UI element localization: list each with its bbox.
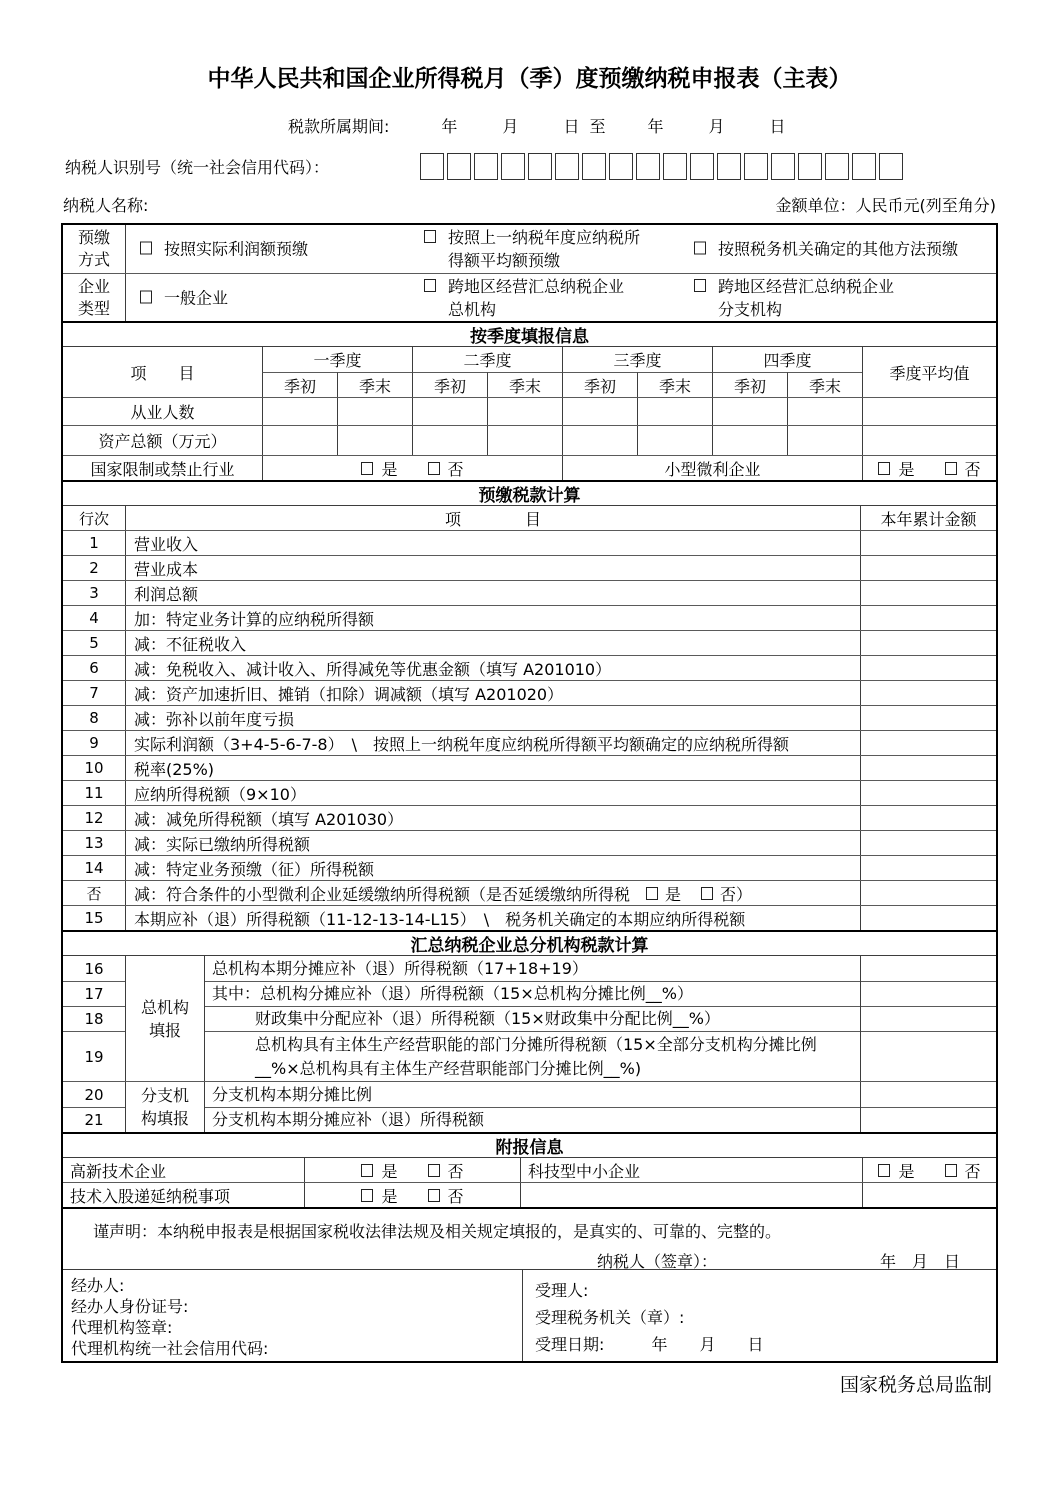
taxid-box[interactable] xyxy=(771,153,795,180)
item-col-header: 项 目 xyxy=(130,363,195,383)
table-row xyxy=(63,730,996,755)
agency-code-label: 代理机构统一社会信用代码: xyxy=(71,1339,269,1358)
line-no: 11 xyxy=(63,781,126,805)
line-no: 5 xyxy=(63,631,126,655)
taxid-box[interactable] xyxy=(744,153,768,180)
defer-yes-checkbox[interactable] xyxy=(646,887,658,900)
line-no: 14 xyxy=(63,856,126,880)
sub-header-end: 季末 xyxy=(637,372,712,397)
calc-header-row xyxy=(63,505,996,530)
agent-label: 经办人: xyxy=(71,1276,125,1295)
table-row xyxy=(63,605,996,630)
table-row xyxy=(63,805,996,830)
tech-shares-row xyxy=(63,1182,996,1207)
amount-cell[interactable] xyxy=(861,1031,996,1081)
section-title-quarterly: 按季度填报信息 xyxy=(63,321,996,346)
period-unit-day1: 日 xyxy=(563,117,580,136)
table-row xyxy=(63,680,996,705)
item-label: 加：特定业务计算的应纳税所得额 xyxy=(126,606,861,630)
item-label: 营业收入 xyxy=(126,531,861,555)
amount-cell[interactable] xyxy=(861,981,996,1006)
acceptor-label: 受理人: xyxy=(535,1281,589,1300)
hq-line-numbers xyxy=(63,956,126,1081)
hq-block xyxy=(63,955,996,1081)
taxid-box[interactable] xyxy=(879,153,903,180)
agency-seal-label: 代理机构签章: xyxy=(71,1318,173,1337)
quarter-header-q1: 一季度 xyxy=(262,347,412,372)
amount-cell[interactable] xyxy=(861,1107,996,1132)
item-label: 减：免税收入、减计收入、所得减免等优惠金额（填写 A201010） xyxy=(126,656,861,680)
item-label: 税率(25%) xyxy=(126,756,861,780)
line-no: 20 xyxy=(84,1085,104,1104)
quarterly-data-cell[interactable] xyxy=(337,426,412,455)
item-label: 应纳所得税额（9×10） xyxy=(126,781,861,805)
line-no: 1 xyxy=(63,531,126,555)
amount-cell[interactable] xyxy=(861,1006,996,1031)
enterprise-type-row xyxy=(63,273,996,321)
sub-header-begin: 季初 xyxy=(262,372,337,397)
no-label: 否 xyxy=(964,1161,981,1181)
taxpayer-name-label: 纳税人名称: xyxy=(63,196,149,215)
amount-cell[interactable] xyxy=(861,756,996,780)
declaration-date: 年 月 日 xyxy=(879,1252,960,1271)
agent-id-label: 经办人身份证号: xyxy=(71,1297,189,1316)
line-no: 7 xyxy=(63,681,126,705)
quarterly-data-cell[interactable] xyxy=(637,426,712,455)
amount-cell[interactable] xyxy=(861,681,996,705)
small-micro-yesno xyxy=(862,456,996,480)
taxid-label: 纳税人识别号（统一社会信用代码）： xyxy=(65,157,330,177)
line-no: 8 xyxy=(63,706,126,730)
line-no: 19 xyxy=(63,1031,125,1081)
restricted-yesno xyxy=(262,456,562,480)
amount-cell[interactable] xyxy=(861,581,996,605)
section-title-additional: 附报信息 xyxy=(63,1132,996,1157)
prepay-option-label: 按照实际利润额预缴 xyxy=(164,239,309,259)
l15-text: 减：符合条件的小型微利企业延缓缴纳所得税额（是否延缓缴纳所得税 xyxy=(134,884,631,904)
accept-date-label: 受理日期: xyxy=(535,1335,605,1354)
line-no: 10 xyxy=(63,756,126,780)
employees-row-label: 从业人数 xyxy=(130,403,195,422)
no-checkbox[interactable] xyxy=(428,1189,440,1202)
taxid-box[interactable] xyxy=(717,153,741,180)
quarterly-data-cell[interactable] xyxy=(412,398,487,425)
item-label: 减：不征税收入 xyxy=(126,631,861,655)
no-label: 否 xyxy=(447,1186,464,1206)
accepting-authority-label: 受理税务机关（章）: xyxy=(535,1308,685,1327)
etype-checkbox[interactable] xyxy=(424,279,436,292)
quarterly-data-cell[interactable] xyxy=(787,398,862,425)
table-row xyxy=(63,830,996,855)
yes-label: 是 xyxy=(381,459,398,479)
yes-label: 是 xyxy=(381,1186,398,1206)
item-label: 财政集中分配应补（退）所得税额（15×财政集中分配比例__%） xyxy=(205,1006,860,1031)
enterprise-type-row-label: 企业类型 xyxy=(63,274,126,321)
signer-label: 纳税人（签章）： xyxy=(597,1252,718,1271)
quarterly-data-cell[interactable] xyxy=(487,426,562,455)
taxid-box[interactable] xyxy=(798,153,822,180)
taxid-box[interactable] xyxy=(852,153,876,180)
prepay-option-actual-profit[interactable] xyxy=(140,238,308,261)
yes-checkbox[interactable] xyxy=(361,1164,373,1177)
line-no: 21 xyxy=(63,1107,125,1132)
sub-header-end: 季末 xyxy=(337,372,412,397)
taxid-box[interactable] xyxy=(825,153,849,180)
employees-row xyxy=(63,397,996,425)
branch-amounts xyxy=(861,1082,996,1132)
tech-shares-label: 技术入股递延纳税事项 xyxy=(70,1186,231,1206)
branch-descriptions xyxy=(205,1082,861,1132)
quarter-header-q2: 二季度 xyxy=(412,347,562,372)
taxid-box[interactable] xyxy=(636,153,660,180)
amount-cell[interactable] xyxy=(861,1082,996,1107)
table-row-l15 xyxy=(63,880,996,905)
taxid-box[interactable] xyxy=(555,153,579,180)
form-frame xyxy=(61,223,998,1363)
etype-checkbox[interactable] xyxy=(694,279,706,292)
prepay-checkbox[interactable] xyxy=(140,242,152,255)
table-row xyxy=(63,855,996,880)
defer-no-checkbox[interactable] xyxy=(701,887,713,900)
table-row xyxy=(63,905,996,930)
yes-checkbox[interactable] xyxy=(361,462,373,475)
table-row xyxy=(63,555,996,580)
period-line xyxy=(61,114,998,136)
empty-cell xyxy=(862,1183,996,1207)
table-row xyxy=(63,630,996,655)
period-unit-day2: 日 xyxy=(769,117,786,136)
etype-option-general[interactable] xyxy=(140,286,228,309)
sub-header-begin: 季初 xyxy=(562,372,637,397)
line-no: 2 xyxy=(63,556,126,580)
tech-shares-yesno xyxy=(304,1183,520,1207)
etype-checkbox[interactable] xyxy=(140,290,152,303)
etype-option-hq[interactable] xyxy=(424,275,628,321)
branch-line-numbers xyxy=(63,1082,126,1132)
taxid-box[interactable] xyxy=(528,153,552,180)
item-label: 减：弥补以前年度亏损 xyxy=(126,706,861,730)
name-line xyxy=(61,193,998,215)
item-label: 营业成本 xyxy=(126,556,861,580)
amount-cell[interactable] xyxy=(861,956,996,981)
etype-options xyxy=(126,274,996,321)
table-row xyxy=(63,780,996,805)
acceptor-cell xyxy=(523,1270,996,1361)
small-micro-label: 小型微利企业 xyxy=(562,456,862,480)
item-label: 总机构具有主体生产经营职能的部门分摊所得税额（15×全部分支机构分摊比例__%×总机构具有主体生产经营职能部门分摊比例__%) xyxy=(205,1031,860,1081)
line-no: 16 xyxy=(84,959,104,978)
period-unit-month1: 月 xyxy=(502,117,519,136)
item-label: 其中：总机构分摊应补（退）所得税额（15×总机构分摊比例__%） xyxy=(205,981,860,1006)
branch-group-label: 分支机构填报 xyxy=(126,1082,205,1132)
prepay-method-row-label: 预缴方式 xyxy=(63,225,126,273)
amount-cell[interactable] xyxy=(861,856,996,880)
quarterly-data-cell[interactable] xyxy=(262,398,337,425)
taxid-box[interactable] xyxy=(447,153,471,180)
quarterly-avg-cell[interactable] xyxy=(862,426,996,455)
quarterly-data-cell[interactable] xyxy=(412,426,487,455)
amount-cell[interactable] xyxy=(861,881,996,905)
yes-label: 是 xyxy=(898,1161,915,1181)
hq-amounts xyxy=(861,956,996,1081)
sub-header-begin: 季初 xyxy=(712,372,787,397)
amount-cell[interactable] xyxy=(861,731,996,755)
quarterly-data-cell[interactable] xyxy=(712,398,787,425)
item-col-header: 项 目 xyxy=(126,506,861,530)
quarterly-data-cell[interactable] xyxy=(487,398,562,425)
taxid-box[interactable] xyxy=(582,153,606,180)
item-label xyxy=(126,881,861,905)
prepay-checkbox[interactable] xyxy=(694,242,706,255)
item-label: 减：特定业务预缴（征）所得税额 xyxy=(126,856,861,880)
scitech-label: 科技型中小企业 xyxy=(520,1158,862,1182)
restricted-industry-row xyxy=(63,455,996,480)
line-no: 15 xyxy=(63,906,126,930)
amount-col-header: 本年累计金额 xyxy=(880,509,977,529)
taxid-boxes xyxy=(420,153,903,180)
no-checkbox[interactable] xyxy=(945,462,957,475)
sub-header-end: 季末 xyxy=(487,372,562,397)
item-label: 分支机构本期分摊应补（退）所得税额 xyxy=(205,1107,860,1132)
taxid-box[interactable] xyxy=(420,153,444,180)
quarterly-avg-cell[interactable] xyxy=(862,398,996,425)
form-title: 中华人民共和国企业所得税月（季）度预缴纳税申报表（主表） xyxy=(207,66,852,92)
prepay-option-label: 按照税务机关确定的其他方法预缴 xyxy=(718,239,959,259)
hq-group-label: 总机构填报 xyxy=(126,956,205,1081)
quarter-header-q3: 三季度 xyxy=(562,347,712,372)
amount-cell[interactable] xyxy=(861,906,996,930)
line-no: 4 xyxy=(63,606,126,630)
line-no: 3 xyxy=(63,581,126,605)
period-unit-year1: 年 xyxy=(441,117,458,136)
line-no: 12 xyxy=(63,806,126,830)
no-label: 否 xyxy=(447,1161,464,1181)
restricted-label: 国家限制或禁止行业 xyxy=(90,459,235,479)
prepay-checkbox[interactable] xyxy=(424,230,436,243)
hitech-label: 高新技术企业 xyxy=(70,1161,167,1181)
branch-block xyxy=(63,1081,996,1132)
quarterly-data-cell[interactable] xyxy=(712,426,787,455)
l15-text-close: ） xyxy=(736,884,753,904)
sub-header-begin: 季初 xyxy=(412,372,487,397)
quarterly-header xyxy=(63,346,996,397)
assets-row xyxy=(63,425,996,455)
table-row xyxy=(63,755,996,780)
item-label: 利润总额 xyxy=(126,581,861,605)
quarterly-data-cell[interactable] xyxy=(637,398,712,425)
taxid-box[interactable] xyxy=(690,153,714,180)
no-checkbox[interactable] xyxy=(945,1164,957,1177)
amount-cell[interactable] xyxy=(861,806,996,830)
amount-cell[interactable] xyxy=(861,656,996,680)
footer-note: 国家税务总局监制 xyxy=(839,1374,992,1396)
etype-option-label: 跨地区经营汇总纳税企业总机构 xyxy=(448,276,625,319)
prepay-option-label: 按照上一纳税年度应纳税所得额平均额预缴 xyxy=(448,228,641,270)
taxid-line xyxy=(61,152,998,180)
line-no: 否 xyxy=(63,881,126,905)
quarterly-data-cell[interactable] xyxy=(562,398,637,425)
prepay-option-prev-year-avg[interactable] xyxy=(424,226,643,272)
amount-cell[interactable] xyxy=(861,556,996,580)
amount-unit-label: 金额单位：人民币元(列至角分) xyxy=(775,196,996,215)
period-label: 税款所属期间: xyxy=(288,117,390,136)
item-label: 减：减免所得税额（填写 A201030） xyxy=(126,806,861,830)
quarterly-data-cell[interactable] xyxy=(562,426,637,455)
etype-option-label: 一般企业 xyxy=(164,288,229,307)
amount-cell[interactable] xyxy=(861,606,996,630)
declaration-text: 谨声明：本纳税申报表是根据国家税收法律法规及相关规定填报的，是真实的、可靠的、完整的。 xyxy=(93,1222,782,1241)
section-title-calc: 预缴税款计算 xyxy=(63,480,996,505)
item-label: 减：实际已缴纳所得税额 xyxy=(126,831,861,855)
item-label: 实际利润额（3+4-5-6-7-8） \ 按照上一纳税年度应纳税所得额平均额确定的应纳税所得额 xyxy=(126,731,861,755)
etype-option-label: 跨地区经营汇总纳税企业分支机构 xyxy=(718,276,895,319)
table-row xyxy=(63,655,996,680)
table-row xyxy=(63,705,996,730)
scitech-yesno xyxy=(862,1158,996,1182)
hitech-yesno xyxy=(304,1158,520,1182)
line-no: 9 xyxy=(63,731,126,755)
accept-date-line xyxy=(535,1331,996,1358)
no-label: 否 xyxy=(447,459,464,479)
handling-block xyxy=(63,1269,996,1361)
taxid-box[interactable] xyxy=(501,153,525,180)
table-row xyxy=(63,580,996,605)
yes-label: 是 xyxy=(665,884,682,904)
section-title-group-calc: 汇总纳税企业总分机构税款计算 xyxy=(63,930,996,955)
accept-date-units: 年 月 日 xyxy=(651,1335,764,1354)
prepay-option-other-method[interactable] xyxy=(694,238,988,261)
yes-checkbox[interactable] xyxy=(878,1164,890,1177)
amount-cell[interactable] xyxy=(861,831,996,855)
taxid-box[interactable] xyxy=(609,153,633,180)
line-no-header: 行次 xyxy=(63,506,126,530)
period-unit-year2: 年 xyxy=(647,117,664,136)
avg-col-header: 季度平均值 xyxy=(862,347,996,397)
no-checkbox[interactable] xyxy=(428,462,440,475)
period-unit-month2: 月 xyxy=(708,117,725,136)
empty-cell xyxy=(520,1183,862,1207)
assets-row-label: 资产总额（万元） xyxy=(98,432,227,451)
amount-cell[interactable] xyxy=(861,531,996,555)
table-row xyxy=(63,530,996,555)
yes-checkbox[interactable] xyxy=(878,462,890,475)
no-label: 否 xyxy=(964,459,981,479)
sub-header-end: 季末 xyxy=(787,372,862,397)
declaration-block xyxy=(63,1207,996,1269)
line-no: 17 xyxy=(63,981,125,1006)
period-unit-to: 至 xyxy=(589,117,606,136)
yes-checkbox[interactable] xyxy=(361,1189,373,1202)
no-label: 否 xyxy=(720,884,737,904)
item-label: 本期应补（退）所得税额（11-12-13-14-L15） \ 税务机关确定的本期应纳所得税额 xyxy=(126,906,861,930)
yes-label: 是 xyxy=(381,1161,398,1181)
item-label: 分支机构本期分摊比例 xyxy=(212,1084,373,1104)
quarterly-data-cell[interactable] xyxy=(787,426,862,455)
line-no: 13 xyxy=(63,831,126,855)
hq-descriptions xyxy=(205,956,861,1081)
no-checkbox[interactable] xyxy=(428,1164,440,1177)
line-no: 6 xyxy=(63,656,126,680)
amount-cell[interactable] xyxy=(861,631,996,655)
line-no: 18 xyxy=(63,1006,125,1031)
quarter-header-q4: 四季度 xyxy=(712,347,862,372)
tax-form-page xyxy=(61,0,998,1397)
taxid-box[interactable] xyxy=(663,153,687,180)
quarterly-data-cell[interactable] xyxy=(262,426,337,455)
prepay-options xyxy=(126,225,996,273)
prepay-method-row xyxy=(63,225,996,273)
agent-cell xyxy=(63,1270,523,1361)
quarterly-data-cell[interactable] xyxy=(337,398,412,425)
hitech-row xyxy=(63,1157,996,1182)
amount-cell[interactable] xyxy=(861,706,996,730)
etype-option-branch[interactable] xyxy=(694,275,898,321)
amount-cell[interactable] xyxy=(861,781,996,805)
item-label: 总机构本期分摊应补（退）所得税额（17+18+19） xyxy=(212,958,588,978)
item-label: 减：资产加速折旧、摊销（扣除）调减额（填写 A201020） xyxy=(126,681,861,705)
taxid-box[interactable] xyxy=(474,153,498,180)
yes-label: 是 xyxy=(898,459,915,479)
